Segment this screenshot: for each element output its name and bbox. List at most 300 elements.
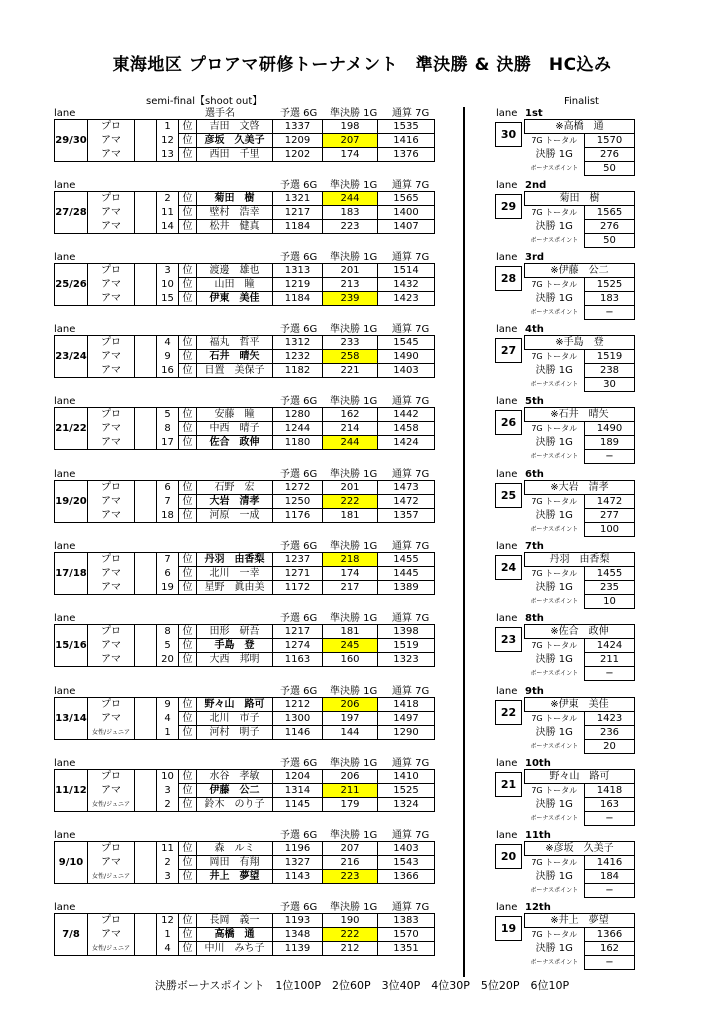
rank-suffix: 位 — [179, 408, 197, 422]
finalist-card — [524, 624, 635, 681]
category-cell: プロ — [88, 192, 135, 206]
rank-spacer — [135, 192, 157, 206]
semi-score: 144 — [323, 726, 378, 740]
qual-header: 予選 6G — [280, 758, 318, 769]
finalist-bonus-label: ボーナスポイント — [530, 309, 579, 316]
category-cell: プロ — [88, 842, 135, 856]
player-name: 松井 健真 — [197, 220, 273, 234]
qual-score: 1271 — [273, 567, 323, 581]
semi-score: 258 — [323, 350, 378, 364]
player-name: 福丸 哲平 — [197, 336, 273, 350]
qual-header: 予選 6G — [280, 108, 318, 119]
finalist-bonus-label: ボーナスポイント — [530, 598, 579, 605]
finalist-total: 1565 — [585, 206, 635, 220]
rank-suffix: 位 — [179, 206, 197, 220]
lane-pair: 29/30 — [55, 120, 88, 162]
lane-header: lane — [54, 108, 76, 119]
player-name: 大西 邦明 — [197, 653, 273, 667]
rank-number: 16 — [157, 364, 179, 378]
table-row — [55, 336, 435, 350]
total-header: 通算 7G — [392, 108, 430, 119]
player-name: 丹羽 由香梨 — [197, 553, 273, 567]
qual-header: 予選 6G — [280, 469, 318, 480]
rank-spacer — [135, 856, 157, 870]
rank-number: 2 — [157, 856, 179, 870]
rank-suffix: 位 — [179, 220, 197, 234]
final-lane-number: 20 — [495, 844, 522, 869]
total-score: 1323 — [378, 653, 435, 667]
table-row — [55, 870, 435, 884]
finalist-final-label: 決勝 1G — [535, 437, 573, 448]
rank-suffix: 位 — [179, 567, 197, 581]
total-score: 1424 — [378, 436, 435, 450]
rank-suffix: 位 — [179, 842, 197, 856]
table-row — [55, 784, 435, 798]
rank-suffix: 位 — [179, 436, 197, 450]
name-header: 選手名 — [205, 108, 235, 119]
qual-score: 1180 — [273, 436, 323, 450]
semi-score: 206 — [323, 698, 378, 712]
semi-score: 201 — [323, 264, 378, 278]
rank-number: 11 — [157, 206, 179, 220]
player-name: 伊東 美佳 — [197, 292, 273, 306]
player-name: 安藤 瞳 — [197, 408, 273, 422]
semi-score: 181 — [323, 509, 378, 523]
rank-spacer — [135, 350, 157, 364]
table-row — [55, 509, 435, 523]
qual-score: 1146 — [273, 726, 323, 740]
finalist-final-score: 236 — [585, 726, 635, 740]
semi-score: 179 — [323, 798, 378, 812]
finalist-total-label: 7G トータル — [531, 930, 578, 940]
semifinal-block — [0, 613, 724, 683]
finalist-total-label: 7G トータル — [531, 136, 578, 146]
finalist-total-label: 7G トータル — [531, 424, 578, 434]
category-cell: プロ — [88, 264, 135, 278]
total-score: 1455 — [378, 553, 435, 567]
finalist-bonus-label: ボーナスポイント — [530, 887, 579, 894]
total-score: 1407 — [378, 220, 435, 234]
rank-spacer — [135, 653, 157, 667]
table-row — [55, 914, 435, 928]
finalist-total-label: 7G トータル — [531, 714, 578, 724]
qual-score: 1219 — [273, 278, 323, 292]
category-cell: アマ — [88, 653, 135, 667]
table-row — [55, 220, 435, 234]
semi-score: 201 — [323, 481, 378, 495]
category-cell: アマ — [88, 148, 135, 162]
qual-score: 1204 — [273, 770, 323, 784]
table-row — [55, 148, 435, 162]
rank-spacer — [135, 206, 157, 220]
player-name: 岡田 有翔 — [197, 856, 273, 870]
finalist-name: ※彦坂 久美子 — [525, 842, 635, 856]
final-lane-number: 30 — [495, 122, 522, 147]
lane-header: lane — [54, 686, 76, 697]
finalist-total-label: 7G トータル — [531, 569, 578, 579]
rank-suffix: 位 — [179, 870, 197, 884]
lane-header: lane — [54, 324, 76, 335]
rank-spacer — [135, 364, 157, 378]
total-header: 通算 7G — [392, 758, 430, 769]
total-score: 1403 — [378, 364, 435, 378]
total-score: 1545 — [378, 336, 435, 350]
finalist-place: 8th — [525, 613, 544, 624]
lane-pair: 27/28 — [55, 192, 88, 234]
finalist-place: 5th — [525, 396, 544, 407]
qual-header: 予選 6G — [280, 541, 318, 552]
qual-score: 1182 — [273, 364, 323, 378]
category-cell: アマ — [88, 495, 135, 509]
page-title: 東海地区 プロアマ研修トーナメント 準決勝 & 決勝 HC込み — [112, 55, 612, 75]
total-header: 通算 7G — [392, 902, 430, 913]
category-cell: プロ — [88, 698, 135, 712]
rank-spacer — [135, 509, 157, 523]
semifinal-block — [0, 758, 724, 828]
finalist-final-label: 決勝 1G — [535, 293, 573, 304]
finalist-name: 野々山 路可 — [525, 770, 635, 784]
rank-number: 2 — [157, 798, 179, 812]
total-header: 通算 7G — [392, 613, 430, 624]
semi-header: 準決勝 1G — [330, 541, 378, 552]
rank-number: 6 — [157, 567, 179, 581]
total-score: 1570 — [378, 928, 435, 942]
qual-score: 1314 — [273, 784, 323, 798]
finalist-total: 1416 — [585, 856, 635, 870]
table-row — [55, 292, 435, 306]
total-score: 1565 — [378, 192, 435, 206]
finalist-card — [524, 697, 635, 754]
rank-suffix: 位 — [179, 509, 197, 523]
finalist-place: 4th — [525, 324, 544, 335]
rank-suffix: 位 — [179, 914, 197, 928]
rank-suffix: 位 — [179, 192, 197, 206]
qual-score: 1143 — [273, 870, 323, 884]
semi-score: 212 — [323, 942, 378, 956]
finalist-total-label: 7G トータル — [531, 280, 578, 290]
rank-spacer — [135, 567, 157, 581]
finalist-bonus-label: ボーナスポイント — [530, 959, 579, 966]
category-cell: アマ — [88, 509, 135, 523]
player-name: 鈴木 のり子 — [197, 798, 273, 812]
qual-score: 1196 — [273, 842, 323, 856]
qual-score: 1244 — [273, 422, 323, 436]
final-lane-number: 28 — [495, 266, 522, 291]
semi-score: 174 — [323, 567, 378, 581]
finalist-final-score: 276 — [585, 148, 635, 162]
table-row — [55, 278, 435, 292]
rank-number: 1 — [157, 726, 179, 740]
qual-score: 1217 — [273, 206, 323, 220]
semi-score: 214 — [323, 422, 378, 436]
player-name: 吉田 文啓 — [197, 120, 273, 134]
finalist-final-label: 決勝 1G — [535, 510, 573, 521]
rank-spacer — [135, 581, 157, 595]
qual-score: 1312 — [273, 336, 323, 350]
qual-score: 1184 — [273, 220, 323, 234]
finalist-card — [524, 191, 635, 248]
finalist-lane-label: lane — [496, 396, 518, 407]
rank-number: 10 — [157, 770, 179, 784]
rank-number: 8 — [157, 625, 179, 639]
rank-spacer — [135, 712, 157, 726]
rank-suffix: 位 — [179, 350, 197, 364]
player-name: 壁村 浩幸 — [197, 206, 273, 220]
finalist-lane-label: lane — [496, 108, 518, 119]
finalist-bonus-label: ボーナスポイント — [530, 381, 579, 388]
qual-score: 1348 — [273, 928, 323, 942]
lane-pair: 13/14 — [55, 698, 88, 740]
finalist-total: 1472 — [585, 495, 635, 509]
rank-suffix: 位 — [179, 120, 197, 134]
rank-number: 1 — [157, 120, 179, 134]
semifinal-table — [54, 697, 435, 740]
qual-score: 1321 — [273, 192, 323, 206]
table-row — [55, 581, 435, 595]
finalist-lane-label: lane — [496, 686, 518, 697]
finalist-lane-label: lane — [496, 180, 518, 191]
finalist-final-label: 決勝 1G — [535, 582, 573, 593]
finalist-final-label: 決勝 1G — [535, 727, 573, 738]
category-cell: アマ — [88, 567, 135, 581]
semifinal-block — [0, 108, 724, 178]
semi-score: 223 — [323, 870, 378, 884]
finalist-total-label: 7G トータル — [531, 858, 578, 868]
rank-spacer — [135, 134, 157, 148]
qual-score: 1237 — [273, 553, 323, 567]
category-cell: アマ — [88, 292, 135, 306]
semifinal-table — [54, 263, 435, 306]
lane-pair: 9/10 — [55, 842, 88, 884]
semi-score: 245 — [323, 639, 378, 653]
finalist-total: 1366 — [585, 928, 635, 942]
qual-score: 1300 — [273, 712, 323, 726]
category-cell: アマ — [88, 581, 135, 595]
qual-score: 1250 — [273, 495, 323, 509]
semifinal-table — [54, 552, 435, 595]
rank-number: 5 — [157, 408, 179, 422]
total-header: 通算 7G — [392, 396, 430, 407]
table-row — [55, 653, 435, 667]
table-row — [55, 856, 435, 870]
rank-number: 17 — [157, 436, 179, 450]
total-score: 1383 — [378, 914, 435, 928]
total-score: 1490 — [378, 350, 435, 364]
semi-header: 準決勝 1G — [330, 180, 378, 191]
player-name: 中西 晴子 — [197, 422, 273, 436]
finalist-place: 11th — [525, 830, 551, 841]
player-name: 佐合 政伸 — [197, 436, 273, 450]
total-score: 1432 — [378, 278, 435, 292]
qual-score: 1280 — [273, 408, 323, 422]
semifinal-block — [0, 541, 724, 611]
finalist-total-label: 7G トータル — [531, 641, 578, 651]
table-row — [55, 726, 435, 740]
rank-number: 3 — [157, 784, 179, 798]
finalist-place: 7th — [525, 541, 544, 552]
rank-spacer — [135, 278, 157, 292]
table-row — [55, 639, 435, 653]
lane-header: lane — [54, 541, 76, 552]
finalist-lane-label: lane — [496, 324, 518, 335]
finalist-total: 1418 — [585, 784, 635, 798]
player-name: 星野 眞由美 — [197, 581, 273, 595]
rank-number: 12 — [157, 134, 179, 148]
category-cell: アマ — [88, 856, 135, 870]
semi-score: 244 — [323, 436, 378, 450]
semifinal-table — [54, 407, 435, 450]
lane-pair: 23/24 — [55, 336, 88, 378]
finalist-bonus-label: ボーナスポイント — [530, 526, 579, 533]
finalist-place: 12th — [525, 902, 551, 913]
rank-spacer — [135, 553, 157, 567]
player-name: 田形 研吾 — [197, 625, 273, 639]
rank-number: 13 — [157, 148, 179, 162]
finalist-total: 1455 — [585, 567, 635, 581]
rank-spacer — [135, 422, 157, 436]
rank-number: 19 — [157, 581, 179, 595]
lane-header: lane — [54, 180, 76, 191]
finalist-final-score: 235 — [585, 581, 635, 595]
final-lane-number: 25 — [495, 483, 522, 508]
finalist-total: 1525 — [585, 278, 635, 292]
semi-score: 207 — [323, 134, 378, 148]
rank-number: 4 — [157, 942, 179, 956]
total-score: 1351 — [378, 942, 435, 956]
qual-score: 1176 — [273, 509, 323, 523]
finalist-final-score: 189 — [585, 436, 635, 450]
finalist-heading: Finalist — [564, 96, 599, 107]
finalist-final-score: 238 — [585, 364, 635, 378]
final-lane-number: 24 — [495, 555, 522, 580]
finalist-name: ※井上 夢望 — [525, 914, 635, 928]
semifinal-block — [0, 830, 724, 900]
rank-number: 9 — [157, 350, 179, 364]
player-name: 北川 一幸 — [197, 567, 273, 581]
player-name: 河原 一成 — [197, 509, 273, 523]
rank-suffix: 位 — [179, 625, 197, 639]
table-row — [55, 481, 435, 495]
rank-spacer — [135, 292, 157, 306]
total-score: 1416 — [378, 134, 435, 148]
lane-pair: 21/22 — [55, 408, 88, 450]
finalist-name: ※佐合 政伸 — [525, 625, 635, 639]
rank-number: 20 — [157, 653, 179, 667]
player-name: 山田 瞳 — [197, 278, 273, 292]
category-cell: アマ — [88, 364, 135, 378]
finalist-place: 10th — [525, 758, 551, 769]
finalist-card — [524, 119, 635, 176]
finalist-card — [524, 913, 635, 970]
finalist-name: ※石井 晴矢 — [525, 408, 635, 422]
table-row — [55, 942, 435, 956]
lane-header: lane — [54, 252, 76, 263]
semi-score: 160 — [323, 653, 378, 667]
rank-number: 18 — [157, 509, 179, 523]
category-cell: プロ — [88, 120, 135, 134]
player-name: 高橋 通 — [197, 928, 273, 942]
lane-header: lane — [54, 902, 76, 913]
qual-score: 1163 — [273, 653, 323, 667]
semi-score: 211 — [323, 784, 378, 798]
rank-number: 10 — [157, 278, 179, 292]
rank-spacer — [135, 639, 157, 653]
rank-suffix: 位 — [179, 726, 197, 740]
finalist-final-score: 276 — [585, 220, 635, 234]
table-row — [55, 408, 435, 422]
rank-spacer — [135, 264, 157, 278]
rank-number: 7 — [157, 553, 179, 567]
semi-score: 197 — [323, 712, 378, 726]
category-cell: アマ — [88, 436, 135, 450]
finalist-final-label: 決勝 1G — [535, 871, 573, 882]
rank-suffix: 位 — [179, 336, 197, 350]
finalist-total: 1490 — [585, 422, 635, 436]
category-cell: プロ — [88, 408, 135, 422]
table-row — [55, 422, 435, 436]
category-cell: アマ — [88, 422, 135, 436]
semi-score: 221 — [323, 364, 378, 378]
qual-score: 1212 — [273, 698, 323, 712]
table-row — [55, 495, 435, 509]
table-row — [55, 928, 435, 942]
qual-score: 1232 — [273, 350, 323, 364]
semi-score: 162 — [323, 408, 378, 422]
category-cell: アマ — [88, 278, 135, 292]
rank-spacer — [135, 726, 157, 740]
finalist-name: ※高橋 通 — [525, 120, 635, 134]
finalist-card — [524, 335, 635, 392]
table-row — [55, 770, 435, 784]
finalist-total: 1570 — [585, 134, 635, 148]
qual-score: 1202 — [273, 148, 323, 162]
semi-header: 準決勝 1G — [330, 902, 378, 913]
table-row — [55, 120, 435, 134]
rank-spacer — [135, 784, 157, 798]
final-lane-number: 22 — [495, 700, 522, 725]
semifinal-table — [54, 913, 435, 956]
rank-suffix: 位 — [179, 292, 197, 306]
qual-header: 予選 6G — [280, 252, 318, 263]
total-score: 1445 — [378, 567, 435, 581]
rank-suffix: 位 — [179, 653, 197, 667]
finalist-final-label: 決勝 1G — [535, 799, 573, 810]
rank-number: 5 — [157, 639, 179, 653]
player-name: 彦坂 久美子 — [197, 134, 273, 148]
player-name: 森 ルミ — [197, 842, 273, 856]
player-name: 西田 千里 — [197, 148, 273, 162]
finalist-place: 3rd — [525, 252, 545, 263]
player-name: 渡邊 雄也 — [197, 264, 273, 278]
lane-pair: 11/12 — [55, 770, 88, 812]
finalist-card — [524, 263, 635, 320]
finalist-bonus: 10 — [585, 595, 635, 609]
category-cell: 女性/ジュニア — [88, 798, 135, 812]
finalist-final-label: 決勝 1G — [535, 365, 573, 376]
rank-number: 6 — [157, 481, 179, 495]
final-lane-number: 23 — [495, 627, 522, 652]
finalist-name: ※伊東 美佳 — [525, 698, 635, 712]
rank-suffix: 位 — [179, 942, 197, 956]
player-name: 長岡 義一 — [197, 914, 273, 928]
finalist-name: 丹羽 由香梨 — [525, 553, 635, 567]
rank-suffix: 位 — [179, 856, 197, 870]
semi-score: 233 — [323, 336, 378, 350]
semi-header: 準決勝 1G — [330, 758, 378, 769]
finalist-place: 2nd — [525, 180, 547, 191]
finalist-bonus: − — [585, 956, 635, 970]
finalist-lane-label: lane — [496, 830, 518, 841]
